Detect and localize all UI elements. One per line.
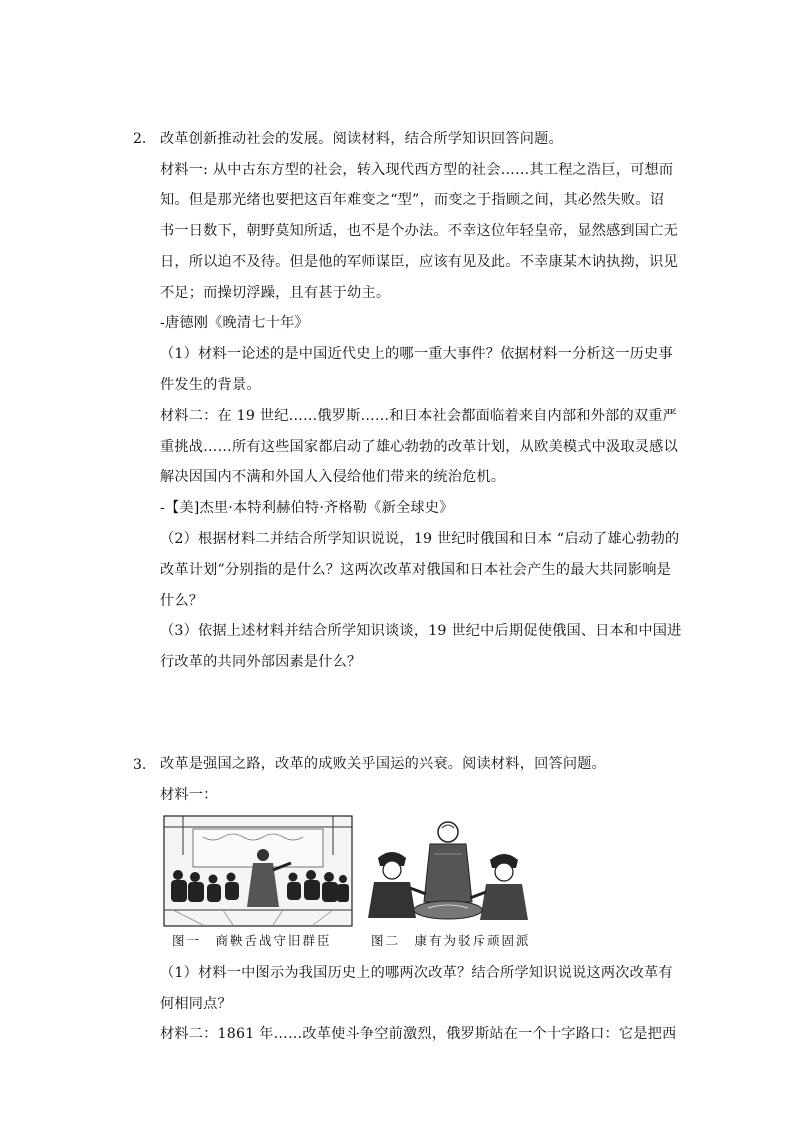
sub-question: 行改革的共同外部因素是什么？ <box>160 654 362 670</box>
question-number: 3. <box>133 757 147 773</box>
material-text: 材料一: 从中古东方型的社会，转入现代西方型的社会……其工程之浩巨，可想而 <box>160 162 674 178</box>
material-text: 书一日数下，朝野莫知所适，也不是个办法。不幸这位年轻皇帝，显然感到国亡无 <box>160 223 678 239</box>
material-text: 解决因国内不满和外国人入侵给他们带来的统治危机。 <box>160 469 506 485</box>
material-label: 材料一： <box>160 787 218 803</box>
material-text: 知。但是那光绪也要把这百年难变之“型”，而变之于指顾之间，其必然失败。诏 <box>160 192 665 208</box>
material-text: 重挑战……所有这些国家都启动了雄心勃勃的改革计划，从欧美模式中汲取灵感以 <box>160 439 678 455</box>
sub-question: （1）材料一论述的是中国近代史上的哪一重大事件？依据材料一分析这一历史事 <box>160 346 673 362</box>
figure-2-illustration <box>364 814 532 928</box>
question-number: 2. <box>133 131 147 147</box>
sub-question: （1）材料一中图示为我国历史上的哪两次改革？结合所学知识说说这两次改革有 <box>160 965 673 981</box>
material-source: -【美]杰里·本特利赫伯特·齐格勒《新全球史》 <box>160 500 454 516</box>
material-text: 材料二：1861 年……改革使斗争空前激烈，俄罗斯站在一个十字路口：它是把西 <box>160 1026 677 1042</box>
material-text: 日，所以迫不及待。但是他的军师谋臣，应该有见及此。不幸康某木讷执拗，识见 <box>160 254 678 270</box>
sub-question: 什么？ <box>160 593 204 609</box>
figure-1-illustration <box>163 815 353 927</box>
question-stem: 改革是强国之路，改革的成败关乎国运的兴衰。阅读材料，回答问题。 <box>160 756 607 772</box>
material-text: 材料二：在 19 世纪……俄罗斯……和日本社会都面临着来自内部和外部的双重严 <box>160 408 678 424</box>
sub-question: 件发生的背景。 <box>160 377 261 393</box>
figure-1-caption: 图一 商鞅舌战守旧群臣 <box>172 933 332 948</box>
sub-question: （2）根据材料二并结合所学知识说说，19 世纪时俄国和日本 “启动了雄心勃勃的 <box>160 531 680 547</box>
sub-question: 改革计划”分别指的是什么？这两次改革对俄国和日本社会产生的最大共同影响是 <box>160 562 672 578</box>
material-source: -唐德刚《晚清七十年》 <box>160 315 309 331</box>
sub-question: （3）依据上述材料并结合所学知识谈谈，19 世纪中后期促使俄国、日本和中国进 <box>160 623 682 639</box>
material-text: 不足；而操切浮躁，且有甚于幼主。 <box>160 285 391 301</box>
question-stem: 改革创新推动社会的发展。阅读材料，结合所学知识回答问题。 <box>160 131 563 147</box>
figure-2-caption: 图二 康有为驳斥顽固派 <box>371 933 531 948</box>
sub-question: 何相同点？ <box>160 996 232 1012</box>
